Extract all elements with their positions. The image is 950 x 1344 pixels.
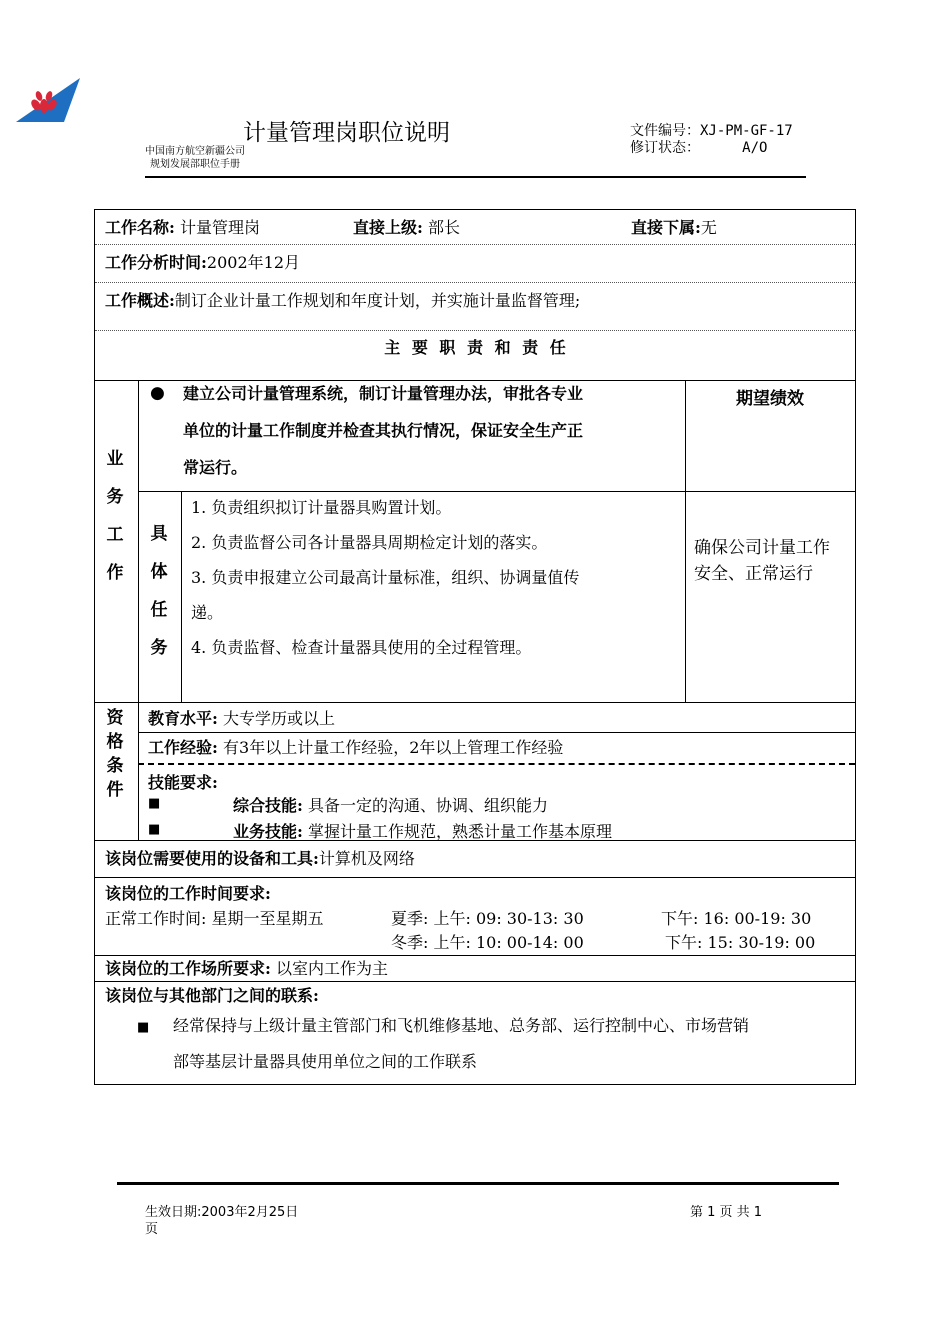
summer-pm-hours: 下午: 16: 00-19: 30 <box>661 909 812 928</box>
business-skill: 业务技能: 掌握计量工作规范，熟悉计量工作基本原理 <box>233 822 613 841</box>
general-skill: 综合技能: 具备一定的沟通、协调、组织能力 <box>233 796 549 815</box>
square-bullet-icon: ■ <box>148 822 161 837</box>
main-duty: 建立公司计量管理系统，制订计量管理办法，审批各专业 单位的计量工作制度并检查其执行情况，保证安全生产正 常运行。 <box>183 384 584 477</box>
document-title: 计量管理岗职位说明 <box>243 120 450 146</box>
list-item: 递。 <box>191 603 224 622</box>
square-bullet-icon: ■ <box>148 796 161 811</box>
revision-status: 修订状态： A/O <box>630 140 768 156</box>
handbook-name: 规划发展部职位手册 <box>150 159 240 170</box>
subordinate-field: 直接下属:无 <box>631 218 717 237</box>
overview-field: 工作概述:制订企业计量工作规划和年度计划，并实施计量监督管理; <box>105 291 581 310</box>
expected-performance-text: 确保公司计量工作 安全、正常运行 <box>694 538 830 584</box>
relations-text: 经常保持与上级计量主管部门和飞机维修基地、总务部、运行控制中心、市场营销 部等基层计量器具使用单位之间的工作联系 <box>173 1016 750 1071</box>
company-logo <box>14 76 82 126</box>
winter-pm-hours: 下午: 15: 30-19: 00 <box>665 933 816 952</box>
education-field: 教育水平: 大专学历或以上 <box>148 709 336 728</box>
task-list <box>191 490 579 665</box>
work-time-label: 该岗位的工作时间要求: <box>105 884 271 903</box>
specific-tasks-label: 具 体 任 务 <box>150 524 168 658</box>
file-number: 文件编号：XJ-PM-GF-17 <box>630 123 793 139</box>
qualification-side-label: 资 格 条 件 <box>106 708 124 800</box>
job-name-field: 工作名称: 计量管理岗 <box>105 218 261 237</box>
page-number: 第 1 页 共 1 <box>690 1205 763 1220</box>
workplace-field: 该岗位的工作场所要求: 以室内工作为主 <box>105 959 389 978</box>
superior-field: 直接上级: 部长 <box>353 218 461 237</box>
square-bullet-icon: ■ <box>137 1020 150 1035</box>
expected-performance-heading: 期望绩效 <box>736 389 804 409</box>
list-item: 2. 负责监督公司各计量器具周期检定计划的落实。 <box>191 533 548 552</box>
business-side-label: 业 务 工 作 <box>106 449 124 583</box>
list-item: 4. 负责监督、检查计量器具使用的全过程管理。 <box>191 638 532 657</box>
footer-rule <box>117 1182 839 1185</box>
summer-hours: 夏季: 上午: 09: 30-13: 30 <box>391 909 584 928</box>
job-description-table <box>94 209 856 1085</box>
list-item: 1. 负责组织拟订计量器具购置计划。 <box>191 498 452 517</box>
header-rule <box>145 176 806 178</box>
analysis-time-field: 工作分析时间:2002年12月 <box>105 253 301 272</box>
effective-date-tail: 页 <box>145 1222 159 1237</box>
winter-hours: 冬季: 上午: 10: 00-14: 00 <box>391 933 584 952</box>
work-time-line1: 正常工作时间: 星期一至星期五 <box>105 909 324 928</box>
skills-label: 技能要求: <box>148 773 218 792</box>
effective-date: 生效日期:2003年2月25日 <box>145 1205 299 1220</box>
duties-heading: 主 要 职 责 和 责 任 <box>384 338 566 357</box>
list-item: 3. 负责申报建立公司最高计量标准，组织、协调量值传 <box>191 568 580 587</box>
experience-field: 工作经验: 有3年以上计量工作经验，2年以上管理工作经验 <box>148 738 564 757</box>
equipment-field: 该岗位需要使用的设备和工具:计算机及网络 <box>105 849 415 868</box>
company-name: 中国南方航空新疆公司 <box>145 146 245 157</box>
bullet-icon: ● <box>150 383 165 403</box>
relations-label: 该岗位与其他部门之间的联系: <box>105 986 319 1005</box>
